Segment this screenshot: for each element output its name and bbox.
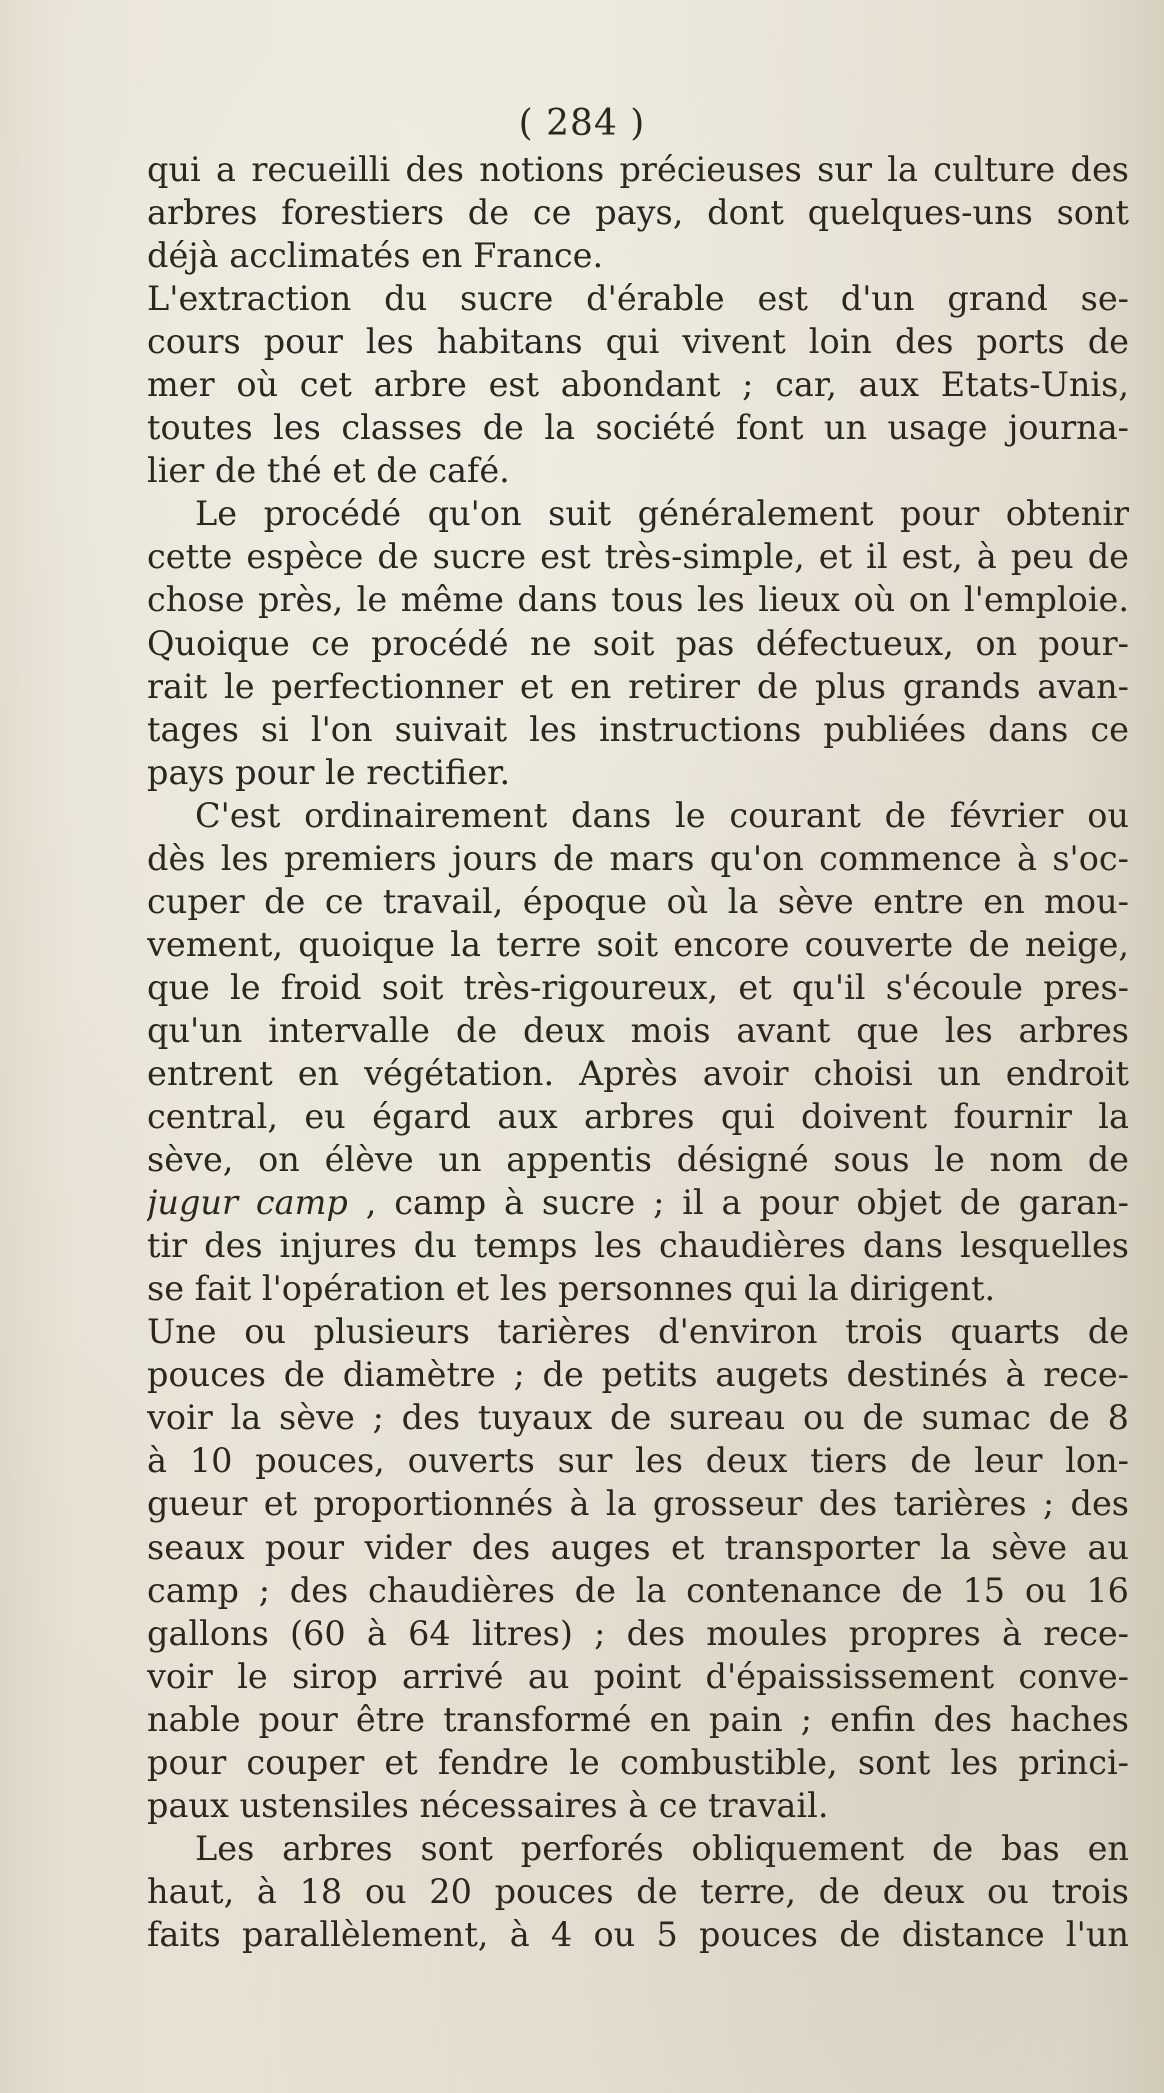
text-line: Les arbres sont perforés obliquement de bas en	[195, 1828, 1129, 1868]
text-line: cette espèce de sucre est très-simple, et il est, à peu de	[147, 537, 1129, 577]
text-line: pays pour le rectifier.	[147, 752, 511, 792]
text-line: qu'un intervalle de deux mois avant que les arbres	[147, 1010, 1129, 1050]
text-line: central, eu égard aux arbres qui doivent fournir la	[147, 1097, 1129, 1137]
body-text	[147, 148, 1129, 1956]
text-line: seaux pour vider des auges et transporter la sève au	[147, 1527, 1129, 1567]
text-line: sève, on élève un appentis désigné sous le nom de	[147, 1140, 1129, 1180]
text-line: tages si l'on suivait les instructions publiées dans ce	[147, 709, 1129, 749]
text-line: se fait l'opération et les personnes qui la dirigent.	[147, 1269, 996, 1309]
text-line: lier de thé et de café.	[147, 451, 510, 491]
text-line: Quoique ce procédé ne soit pas défectueux, on pour-	[147, 623, 1129, 663]
text-line: pouces de diamètre ; de petits augets destinés à rece-	[147, 1355, 1129, 1395]
page-number: ( 284 )	[518, 103, 646, 144]
text-line: L'extraction du sucre d'érable est d'un grand se-	[147, 279, 1129, 319]
text-line: nable pour être transformé en pain ; enfin des haches	[147, 1699, 1129, 1739]
text-line: cuper de ce travail, époque où la sève entre en mou-	[147, 881, 1129, 921]
text-line: à 10 pouces, ouverts sur les deux tiers de leur lon-	[147, 1441, 1129, 1481]
text-line: voir le sirop arrivé au point d'épaississement conve-	[147, 1656, 1129, 1696]
text-line: pour couper et fendre le combustible, sont les princi-	[147, 1742, 1129, 1782]
text-line: rait le perfectionner et en retirer de plus grands avan-	[147, 666, 1129, 706]
text-line: gueur et proportionnés à la grosseur des tarières ; des	[147, 1484, 1129, 1524]
text-line: arbres forestiers de ce pays, dont quelques-uns sont	[147, 193, 1129, 233]
text-line: cours pour les habitans qui vivent loin des ports de	[147, 322, 1129, 362]
text-line: gallons (60 à 64 litres) ; des moules propres à rece-	[147, 1613, 1129, 1653]
text-line: dès les premiers jours de mars qu'on commence à s'oc-	[147, 838, 1129, 878]
text-line-rest: , camp à sucre ; il a pour objet de garan-	[365, 1183, 1129, 1223]
text-line: tir des injures du temps les chaudières dans lesquelles	[147, 1226, 1129, 1266]
text-line: entrent en végétation. Après avoir choisi un endroit	[147, 1053, 1129, 1093]
text-line: voir la sève ; des tuyaux de sureau ou de sumac de 8	[147, 1398, 1129, 1438]
text-line: haut, à 18 ou 20 pouces de terre, de deux ou trois	[147, 1871, 1129, 1911]
text-line: C'est ordinairement dans le courant de février ou	[195, 795, 1129, 835]
italic-term: jugur camp	[147, 1183, 348, 1223]
text-line: qui a recueilli des notions précieuses sur la culture des	[147, 150, 1129, 189]
text-line: toutes les classes de la société font un usage journa-	[147, 408, 1129, 448]
text-line: camp ; des chaudières de la contenance de 15 ou 16	[147, 1570, 1129, 1610]
text-line: faits parallèlement, à 4 ou 5 pouces de distance l'un	[147, 1914, 1129, 1954]
text-line: vement, quoique la terre soit encore couverte de neige,	[147, 924, 1129, 964]
text-line: Une ou plusieurs tarières d'environ trois quarts de	[147, 1312, 1129, 1352]
text-line: Le procédé qu'on suit généralement pour obtenir	[195, 494, 1129, 534]
text-line: mer où cet arbre est abondant ; car, aux Etats-Unis,	[147, 365, 1129, 405]
text-line: chose près, le même dans tous les lieux où on l'emploie.	[147, 580, 1129, 620]
text-line	[147, 1181, 1129, 1224]
text-line: que le froid soit très-rigoureux, et qu'il s'écoule pres-	[147, 967, 1129, 1007]
text-line: déjà acclimatés en France.	[147, 236, 604, 276]
text-line: paux ustensiles nécessaires à ce travail.	[147, 1785, 829, 1825]
